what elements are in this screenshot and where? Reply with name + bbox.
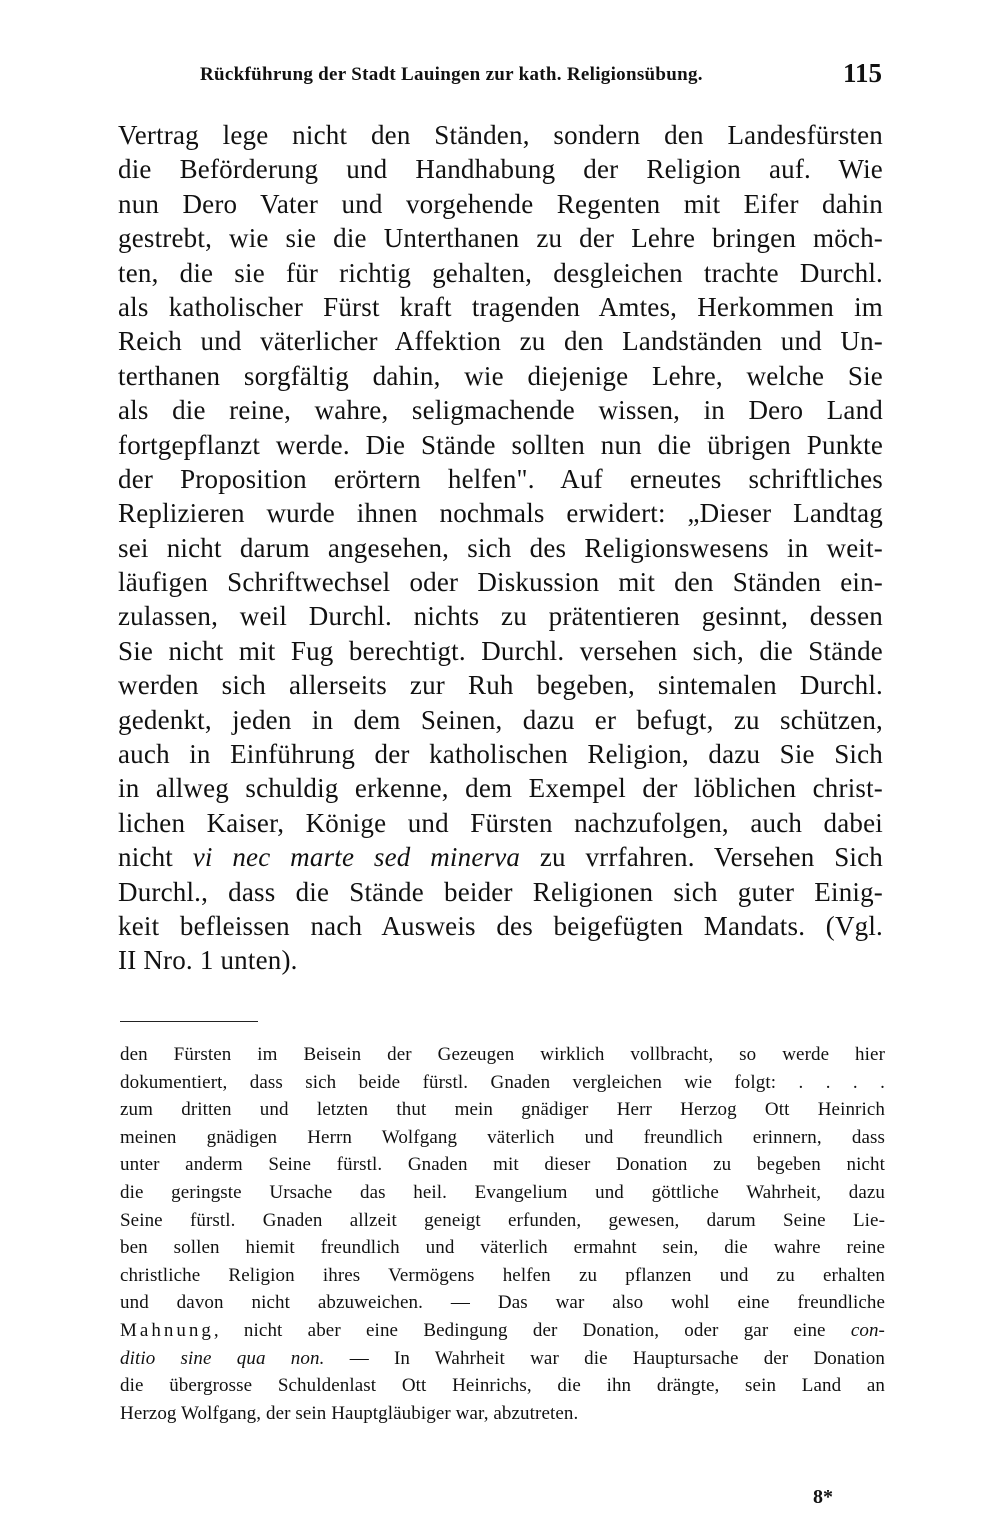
text-line: terthanen sorgfältig dahin, wie diejenige Lehre, welche Sie	[118, 360, 883, 391]
footnote-rule	[120, 1021, 258, 1022]
text-line: Reich und väterlicher Affektion zu den Landständen und Un-	[118, 326, 883, 357]
text-line: sei nicht darum angesehen, sich des Religionswesens in weit-	[118, 532, 883, 563]
text-line: ten, die sie für richtig gehalten, desgleichen trachte Durchl.	[118, 257, 883, 288]
main-text	[118, 118, 883, 978]
text-line: gestrebt, wie sie die Unterthanen zu der Lehre bringen möch-	[118, 223, 883, 254]
footnote	[120, 1041, 885, 1427]
footnote-line: ben sollen hiemit freundlich und väterlich ermahnt sein, die wahre reine	[120, 1237, 885, 1259]
footnote-line: unter anderm Seine fürstl. Gnaden mit dieser Donation zu begeben nicht	[120, 1154, 885, 1176]
footnote-line: meinen gnädigen Herrn Wolfgang väterlich und freundlich erinnern, dass	[120, 1126, 885, 1148]
text-line: lichen Kaiser, Könige und Fürsten nachzufolgen, auch dabei	[118, 807, 883, 838]
footnote-line: und davon nicht abzuweichen. — Das war also wohl eine freundliche	[120, 1292, 885, 1314]
latin-phrase: con-	[850, 1319, 885, 1341]
running-head	[200, 58, 900, 88]
footnote-line: christliche Religion ihres Vermögens helfen zu pflanzen und zu erhalten	[120, 1264, 885, 1286]
running-title: Rückführung der Stadt Lauingen zur kath. Religionsübung.	[200, 64, 703, 85]
text-line: Durchl., dass die Stände beider Religionen sich guter Einig-	[118, 876, 883, 907]
latin-phrase: ditio sine qua non.	[120, 1347, 325, 1369]
footnote-line: dokumentiert, dass sich beide fürstl. Gnaden vergleichen wie folgt: . . . .	[120, 1071, 885, 1093]
spaced-word: Mahnung	[120, 1319, 214, 1341]
footnote-line: Seine fürstl. Gnaden allzeit geneigt erfunden, gewesen, darum Seine Lie-	[120, 1209, 885, 1231]
text-line: läufigen Schriftwechsel oder Diskussion mit den Ständen ein-	[118, 567, 883, 598]
signature-mark: 8*	[813, 1486, 833, 1508]
text-line: Sie nicht mit Fug berechtigt. Durchl. versehen sich, die Stände	[118, 635, 883, 666]
text-line: als die reine, wahre, seligmachende wissen, in Dero Land	[118, 395, 883, 426]
text-line: zulassen, weil Durchl. nichts zu prätentieren gesinnt, dessen	[118, 601, 883, 632]
text-line: nicht vi nec marte sed minerva zu vrrfahren. Versehen Sich	[118, 842, 883, 873]
text-line: Replizieren wurde ihnen nochmals erwidert: „Dieser Landtag	[118, 498, 883, 529]
text-line: gedenkt, jeden in dem Seinen, dazu er befugt, zu schützen,	[118, 704, 883, 735]
text-line: in allweg schuldig erkenne, dem Exempel der löblichen christ-	[118, 773, 883, 804]
text-line: die Beförderung und Handhabung der Religion auf. Wie	[118, 154, 883, 185]
text-line: als katholischer Fürst kraft tragenden Amtes, Herkommen im	[118, 291, 883, 322]
latin-phrase: vi nec marte sed minerva	[192, 842, 521, 873]
text-line: auch in Einführung der katholischen Religion, dazu Sie Sich	[118, 739, 883, 770]
text-line: fortgepflanzt werde. Die Stände sollten nun die übrigen Punkte	[118, 429, 883, 460]
text-line: keit befleissen nach Ausweis des beigefügten Mandats. (Vgl.	[118, 910, 883, 941]
footnote-line: Herzog Wolfgang, der sein Hauptgläubiger war, abzutreten.	[120, 1402, 579, 1424]
page-number: 115	[842, 58, 882, 88]
text-line: II Nro. 1 unten).	[118, 945, 298, 976]
footnote-line: ditio sine qua non. — In Wahrheit war die Hauptursache der Donation	[120, 1347, 885, 1369]
footnote-line: den Fürsten im Beisein der Gezeugen wirklich vollbracht, so werde hier	[120, 1044, 885, 1065]
footnote-line: die übergrosse Schuldenlast Ott Heinrichs, die ihn drängte, sein Land an	[120, 1375, 885, 1397]
footnote-line: Mahnung, nicht aber eine Bedingung der Donation, oder gar eine con-	[120, 1319, 885, 1341]
footnote-line: die geringste Ursache das heil. Evangelium und göttliche Wahrheit, dazu	[120, 1181, 885, 1203]
text-line: der Proposition erörtern helfen". Auf erneutes schriftliches	[118, 463, 883, 494]
text-line: Vertrag lege nicht den Ständen, sondern den Landesfürsten	[118, 120, 883, 150]
footnote-line: zum dritten und letzten thut mein gnädiger Herr Herzog Ott Heinrich	[120, 1099, 885, 1121]
text-line: werden sich allerseits zur Ruh begeben, sintemalen Durchl.	[118, 670, 883, 701]
text-line: nun Dero Vater und vorgehende Regenten mit Eifer dahin	[118, 188, 883, 219]
